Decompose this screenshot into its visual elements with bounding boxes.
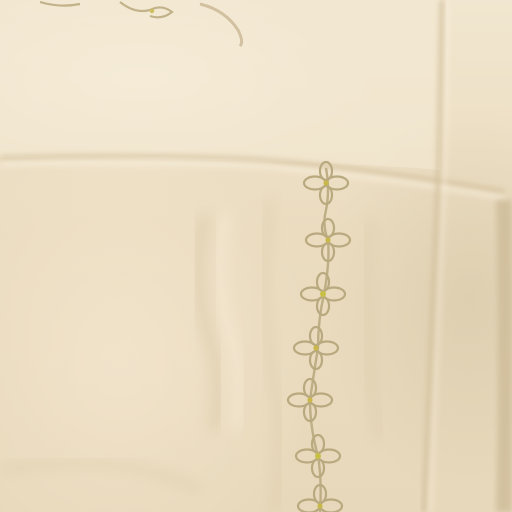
- embroidered-flower: [296, 435, 340, 477]
- embroidered-flower: [301, 273, 345, 315]
